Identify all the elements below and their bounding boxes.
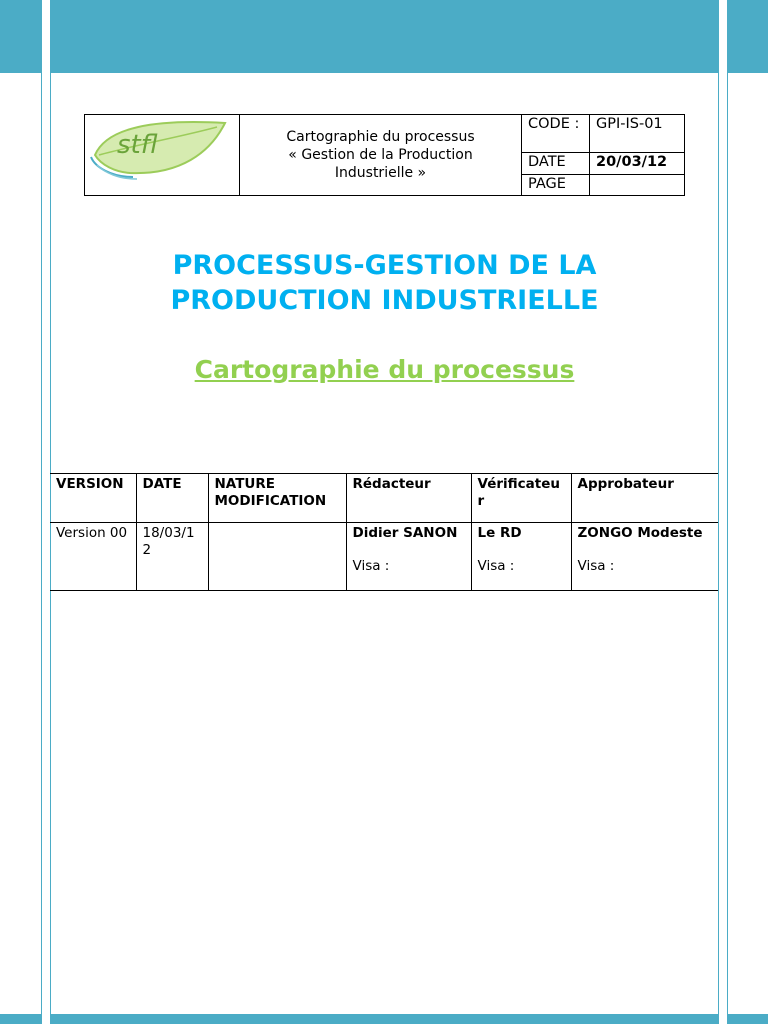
page-title bbox=[51, 248, 718, 318]
page-value bbox=[590, 174, 685, 195]
date-value: 20/03/12 bbox=[590, 153, 685, 174]
stfl-leaf-logo bbox=[85, 115, 235, 191]
frame-band-top-left bbox=[0, 0, 41, 73]
cell-verificateur bbox=[471, 523, 571, 591]
column-header-approbateur: Approbateur bbox=[571, 474, 718, 523]
frame-band-top-right bbox=[727, 0, 768, 73]
table-row bbox=[50, 523, 718, 591]
header-title-cell bbox=[240, 115, 522, 196]
column-header-redacteur: Rédacteur bbox=[346, 474, 471, 523]
cell-date: 18/03/12 bbox=[136, 523, 208, 591]
visa-label: Visa : bbox=[577, 558, 615, 574]
document-header-table bbox=[84, 114, 685, 196]
frame-band-top bbox=[51, 0, 718, 73]
column-header-verificateur: Vérificateur bbox=[471, 474, 571, 523]
page-label: PAGE bbox=[522, 174, 590, 195]
redacteur-name: Didier SANON bbox=[352, 525, 458, 541]
verificateur-name: Le RD bbox=[477, 525, 522, 541]
column-header-date: DATE bbox=[136, 474, 208, 523]
visa-label: Visa : bbox=[477, 558, 515, 574]
frame-line bbox=[41, 0, 42, 1024]
frame-band-bottom bbox=[51, 1014, 718, 1024]
logo-text: stfl bbox=[117, 130, 158, 160]
frame-band-bottom-right bbox=[727, 1014, 768, 1024]
frame-band-bottom-left bbox=[0, 1014, 41, 1024]
header-title-line: « Gestion de la Production bbox=[288, 147, 473, 163]
approbateur-name: ZONGO Modeste bbox=[577, 525, 703, 541]
header-title-line: Industrielle » bbox=[334, 165, 427, 181]
frame-line bbox=[718, 0, 719, 1024]
page-subtitle bbox=[51, 354, 718, 386]
logo-cell bbox=[85, 115, 240, 196]
page-subtitle-text: Cartographie du processus bbox=[194, 355, 575, 384]
date-label: DATE bbox=[522, 153, 590, 174]
version-table bbox=[50, 473, 718, 591]
cell-version: Version 00 bbox=[50, 523, 136, 591]
cell-nature bbox=[208, 523, 346, 591]
code-label: CODE : bbox=[522, 115, 590, 153]
version-table-header-row bbox=[50, 474, 718, 523]
header-title-line: Cartographie du processus bbox=[286, 129, 475, 145]
column-header-nature: NATURE MODIFICATION bbox=[208, 474, 346, 523]
page-title-line: PROCESSUS-GESTION DE LA bbox=[172, 250, 597, 281]
cell-approbateur bbox=[571, 523, 718, 591]
page-title-line: PRODUCTION INDUSTRIELLE bbox=[170, 285, 599, 316]
code-value: GPI-IS-01 bbox=[590, 115, 685, 153]
cell-redacteur bbox=[346, 523, 471, 591]
visa-label: Visa : bbox=[352, 558, 390, 574]
column-header-version: VERSION bbox=[50, 474, 136, 523]
frame-line bbox=[727, 0, 728, 1024]
